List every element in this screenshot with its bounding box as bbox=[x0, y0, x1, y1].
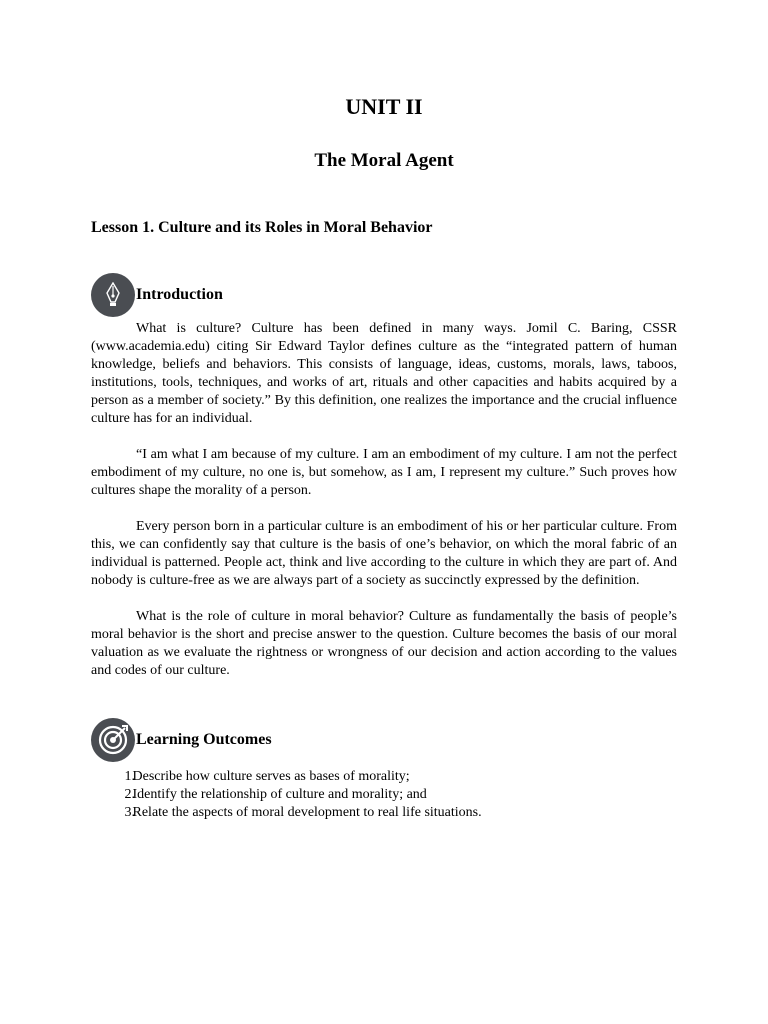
paragraph: What is culture? Culture has been defined in many ways. Jomil C. Baring, CSSR (www.academia.edu) citing Sir Edward Taylor defines culture as the “integrated pattern of human knowledge, beliefs and behaviors. This consists of language, ideas, customs, morals, laws, taboos, institutions, tools, techniques, and works of art, rituals and other capacities and habits acquired by a person as a member of society.” By this definition, one realizes the importance and the crucial influence culture has for an individual. bbox=[91, 321, 677, 426]
list-number: 1. bbox=[124, 769, 135, 784]
paragraph: What is the role of culture in moral behavior? Culture as fundamentally the basis of people’s moral behavior is the short and precise answer to the question. Culture becomes the basis of our moral valuation as we evaluate the rightness or wrongness of our decision and action according to the values and codes of our culture. bbox=[91, 609, 677, 678]
list-number: 2. bbox=[124, 787, 135, 802]
list-item bbox=[91, 804, 677, 822]
unit-title: UNIT II bbox=[345, 94, 423, 119]
list-text: Identify the relationship of culture and morality; and bbox=[132, 787, 427, 802]
pen-nib-icon bbox=[91, 273, 135, 317]
target-icon bbox=[91, 718, 135, 762]
list-number: 3. bbox=[124, 805, 135, 820]
paragraph: “I am what I am because of my culture. I am an embodiment of my culture. I am not the perfect embodiment of my culture, no one is, but somehow, as I am, I represent my culture.” Such proves how cultures shape the morality of a person. bbox=[91, 447, 677, 498]
learning-outcomes-label: Learning Outcomes bbox=[136, 731, 272, 748]
list-item bbox=[91, 768, 677, 786]
learning-outcomes-list bbox=[91, 768, 677, 822]
paragraph: Every person born in a particular culture is an embodiment of his or her particular culture. From this, we can confidently say that culture is the basis of one’s behavior, on which the moral fabric of an individual is patterned. People act, think and live according to the culture in which they are part of. And nobody is culture-free as we are always part of a society as succinctly expressed by the definition. bbox=[91, 519, 677, 588]
lesson-title: Lesson 1. Culture and its Roles in Moral Behavior bbox=[91, 219, 433, 236]
list-text: Relate the aspects of moral development to real life situations. bbox=[132, 805, 482, 820]
introduction-body bbox=[91, 320, 677, 698]
learning-outcomes-heading bbox=[91, 718, 272, 762]
introduction-label: Introduction bbox=[136, 286, 223, 303]
list-text: Describe how culture serves as bases of morality; bbox=[132, 769, 410, 784]
chapter-title: The Moral Agent bbox=[314, 150, 454, 171]
list-item bbox=[91, 786, 677, 804]
introduction-heading bbox=[91, 273, 223, 317]
